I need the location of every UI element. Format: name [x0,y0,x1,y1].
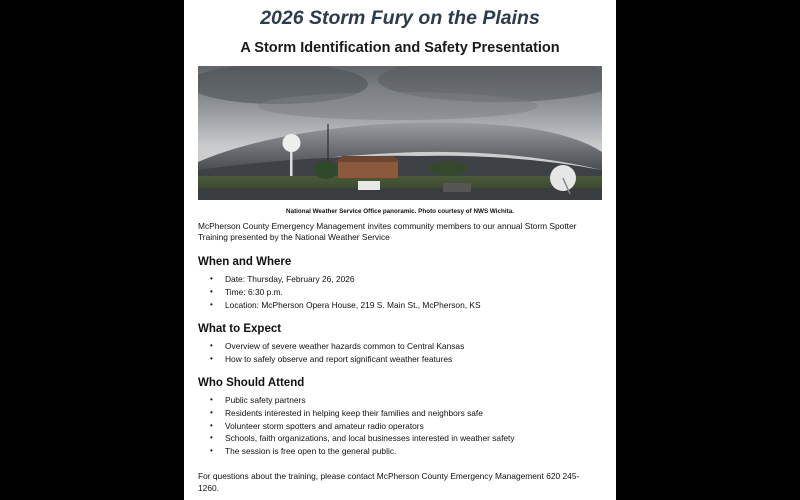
list-item: • Schools, faith organizations, and local businesses interested in weather safety [198,432,598,445]
when-where-list [198,273,598,311]
section-heading-who-should-attend: Who Should Attend [198,377,305,389]
page-title: 2026 Storm Fury on the Plains [260,7,540,29]
list-item: • Time: 6:30 p.m. [198,286,598,299]
list-item: • Overview of severe weather hazards common to Central Kansas [198,340,598,353]
photo-caption: National Weather Service Office panoramic. Photo courtesy of NWS Wichita. [286,208,514,215]
intro-paragraph: McPherson County Emergency Management invites community members to our annual Storm Spotter Training presented by the National Weather Service [198,221,577,242]
list-item: • Volunteer storm spotters and amateur radio operators [198,420,598,433]
list-item: • Location: McPherson Opera House, 219 S. Main St., McPherson, KS [198,299,598,312]
section-heading-when-where: When and Where [198,256,292,268]
contact-paragraph: For questions about the training, please contact McPherson County Emergency Management 620 245-1260. [198,471,580,493]
page-subtitle: A Storm Identification and Safety Presentation [240,40,560,56]
list-item: • Residents interested in helping keep their families and neighbors safe [198,407,598,420]
who-should-attend-list [198,394,598,458]
list-item: • How to safely observe and report significant weather features [198,353,598,366]
list-item: • Public safety partners [198,394,598,407]
document-page [184,0,616,500]
list-item: • Date: Thursday, February 26, 2026 [198,273,598,286]
what-to-expect-list [198,340,598,366]
section-heading-what-to-expect: What to Expect [198,323,282,335]
list-item: • The session is free open to the general public. [198,445,598,458]
shelf-cloud-photo [198,66,602,200]
